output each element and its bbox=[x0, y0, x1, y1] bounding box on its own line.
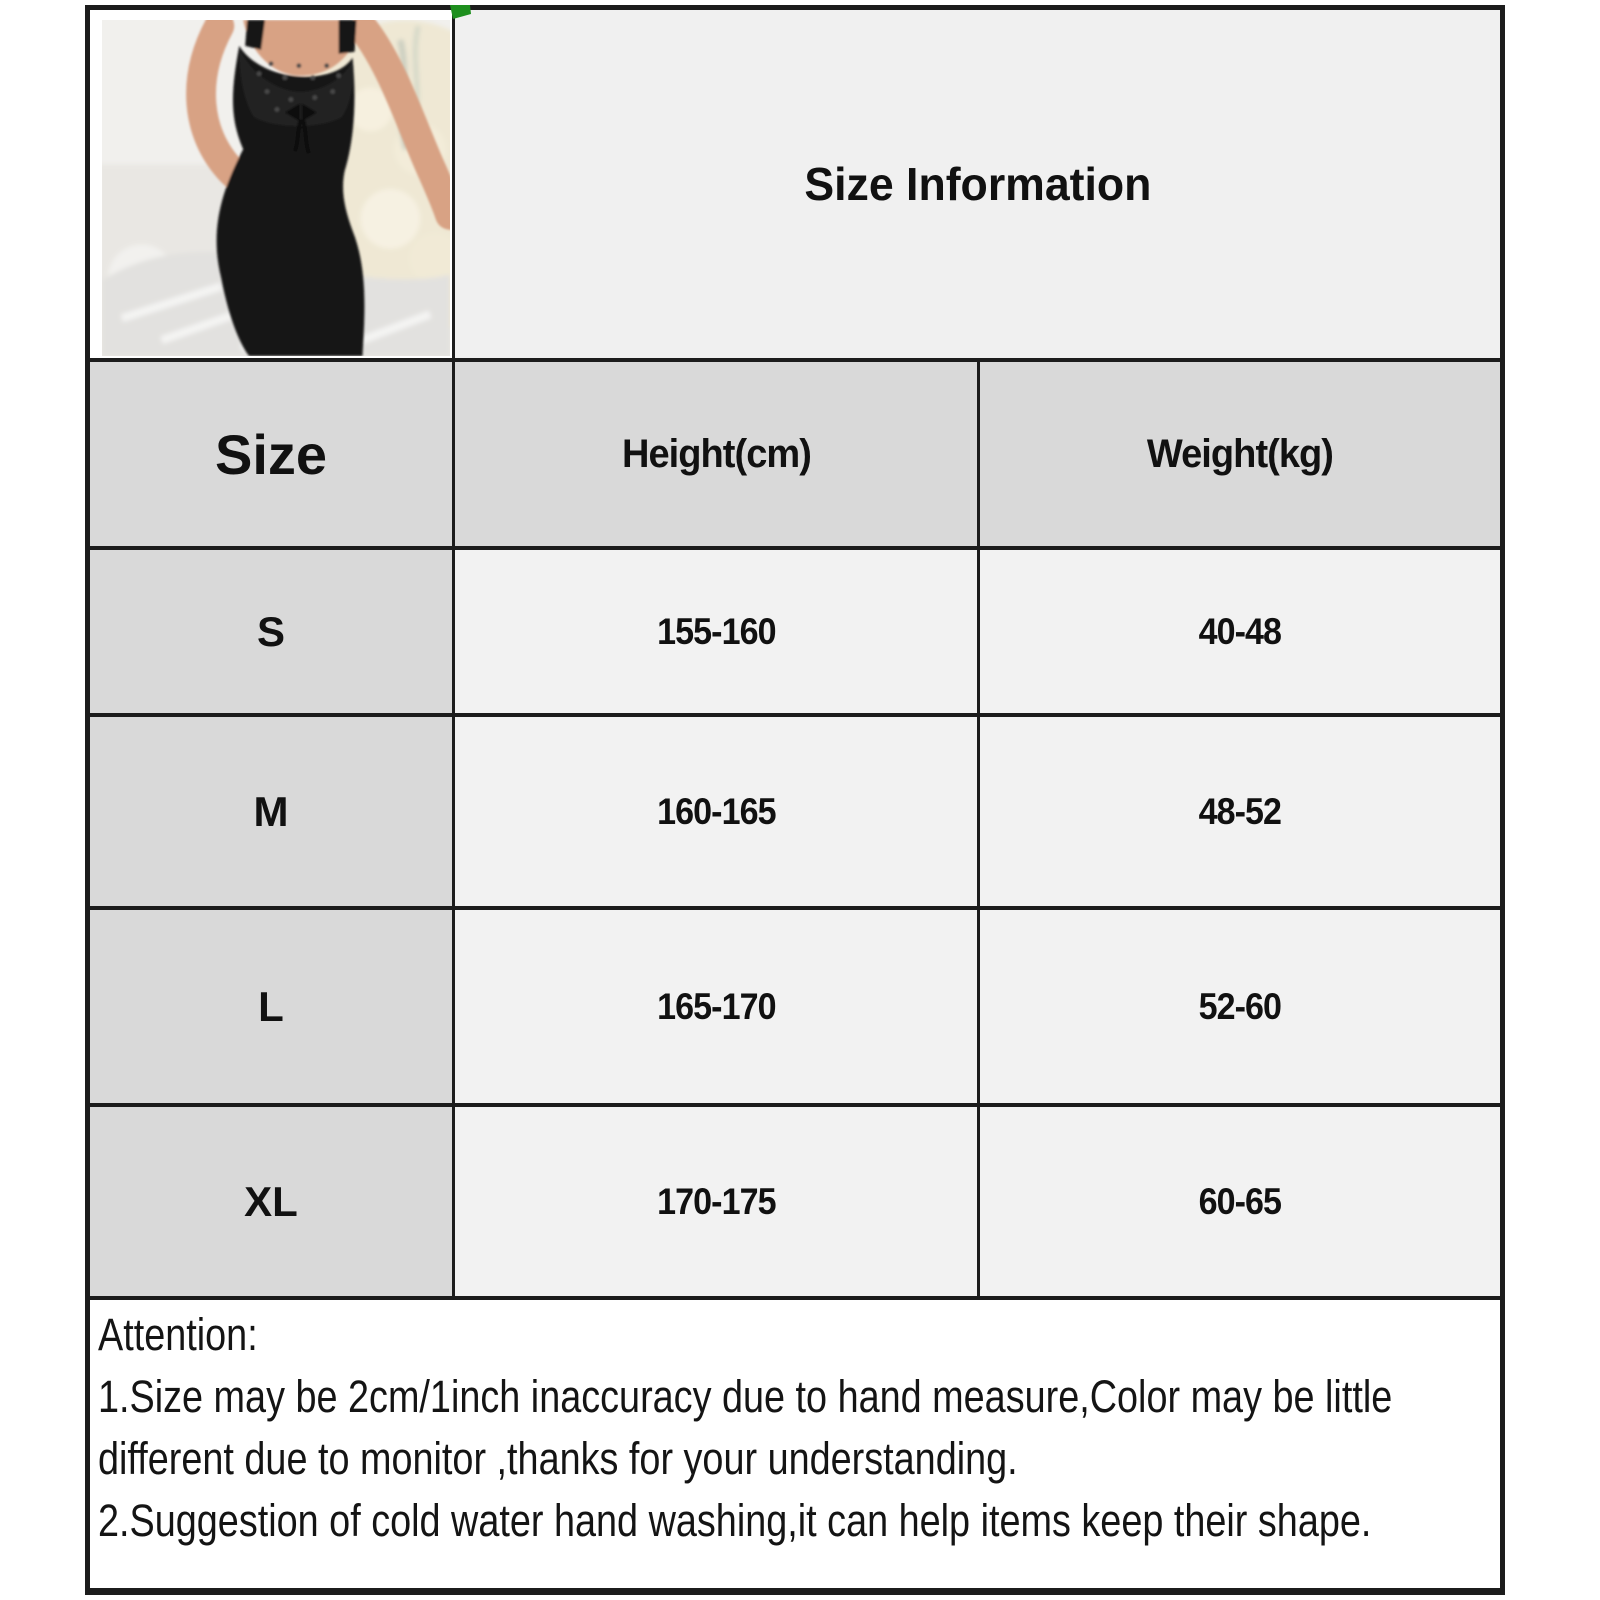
page-title: Size Information bbox=[803, 158, 1152, 210]
height-value: 155-160 bbox=[656, 610, 776, 652]
product-photo bbox=[90, 10, 452, 358]
table-row-xl bbox=[90, 1103, 1500, 1296]
height-value: 170-175 bbox=[656, 1180, 776, 1222]
size-information-sheet bbox=[85, 5, 1505, 1595]
table-row-m bbox=[90, 713, 1500, 906]
weight-value: 60-65 bbox=[1198, 1180, 1282, 1222]
green-corner-flag-icon bbox=[450, 5, 472, 22]
table-row-s bbox=[90, 546, 1500, 713]
column-header-size: Size bbox=[90, 362, 452, 546]
attention-note-1-cont: different due to monitor ,thanks for your understanding. bbox=[98, 1433, 1018, 1484]
table-header-row bbox=[90, 358, 1500, 546]
size-label: M bbox=[90, 717, 452, 906]
size-label: L bbox=[90, 910, 452, 1103]
size-label: S bbox=[90, 550, 452, 713]
table-row-l bbox=[90, 906, 1500, 1103]
size-label: XL bbox=[90, 1107, 452, 1296]
weight-value: 52-60 bbox=[1198, 985, 1282, 1027]
column-header-height: Height(cm) bbox=[621, 431, 811, 476]
height-value: 160-165 bbox=[656, 790, 776, 832]
attention-note-1: 1.Size may be 2cm/1inch inaccuracy due to hand measure,Color may be little bbox=[98, 1371, 1393, 1422]
top-section bbox=[90, 10, 1500, 358]
title-area bbox=[452, 10, 1500, 358]
weight-value: 40-48 bbox=[1198, 610, 1282, 652]
attention-heading: Attention: bbox=[98, 1309, 258, 1360]
height-value: 165-170 bbox=[656, 985, 776, 1027]
attention-section bbox=[90, 1296, 1500, 1588]
weight-value: 48-52 bbox=[1198, 790, 1282, 832]
product-photo-illustration bbox=[102, 20, 450, 356]
attention-note-2: 2.Suggestion of cold water hand washing,it can help items keep their shape. bbox=[98, 1495, 1372, 1546]
column-header-weight: Weight(kg) bbox=[1146, 431, 1334, 476]
